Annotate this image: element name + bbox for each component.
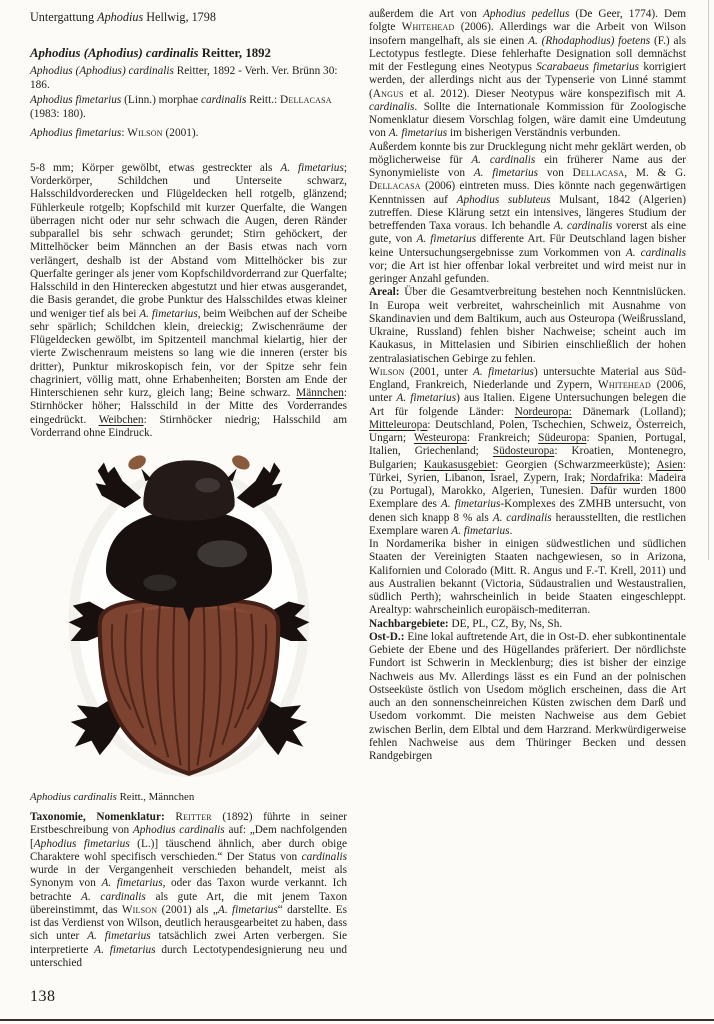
subgenus-heading: Untergattung Aphodius Hellwig, 1798 bbox=[30, 10, 216, 24]
right-column bbox=[369, 8, 686, 970]
left-column bbox=[30, 8, 347, 970]
page-number: 138 bbox=[30, 988, 56, 1005]
species-description: 5-8 mm; Körper gewölbt, etwas gestreckter als A. fimetarius; Vorderkörper, Schildchen und Unterseite schwarz, Halsschildvorderecken und Flügeldecken hell rotgelb, glänzend; Fühlerkeule rotgelb; Kopfschild mit kurzer Querfalte, die Wangen überragen nicht oder nur sehr schwach die Augen, deren Ränder subparallel bis sehr schwach gerundet; Stirn gehöckert, der Mittelhöcker beim Männchen an der Basis etwas nach vorn verlängert, deshalb ist der Abstand vom Mittelhöcker bis zur Querfalte geringer als jener vom Kopfschildvorderrand zur Querfalte; Halsschild in den Hinterecken abgestutzt und hier etwas ausgerandet, die Basis gerandet, die grobe Punktur des Halsschildes etwas kleiner und weniger tief als bei A. fimetarius, beim Weibchen auf der Scheibe sehr spärlich; Schildchen klein, dreieckig; Zwischenräume der Flügeldecken gewölbt, im Spitzenteil manchmal kielartig, hier der vierte Zwischenraum meistens so lang wie die inneren (erster bis dritter), Punktur mikroskopisch fein, vor der Spitze sehr fein chagriniert, völlig matt, ohne Erhabenheiten; Borsten am Ende der Hinterschienen sehr kurz, gleich lang; Beine schwarz. Männchen: Stirnhöcker höher; Halsschild in der Mitte des Vorderrandes eingedrückt. Weibchen: Stirnhöcker niedrig; Halsschild am Vorderrand ohne Eindruck. bbox=[30, 161, 347, 439]
paragraph-nomenclature-note: Außerdem konnte bis zur Drucklegung nicht mehr geklärt werden, ob möglicherweise für A. cardinalis ein früherer Name aus der Synonymieliste von A. fimetarius von Dellacasa, M. & G. Dellacasa (2006) eintreten muss. Dies könnte nach gegenwärtigen Kenntnissen auf Aphodius subluteus Mulsant, 1842 (Algerien) zutreffen. Diese Klärung setzt ein intensives, längeres Studium der betreffenden Taxa voraus. Ich behandle A. cardinalis vorerst als eine gute, von A. fimetarius differente Art. Für Deutschland lagen bisher keine Untersuchungsergebnisse zum Vorkommen von A. cardinalis vor; die Art ist hier offenbar lokal verbreitet und wird meist nur in geringer Anzahl gefunden. bbox=[369, 140, 687, 285]
taxonomy-paragraph: Taxonomie, Nomenklatur: Reitter (1892) führte in seiner Erstbeschreibung von Aphodius cardinalis auf: „Dem nachfolgenden [Aphodius fimetarius (L.)] täuschend ähnlich, aber durch obige Charaktere wohl specifisch verschieden.“ Der Status von cardinalis wurde in der Vergangenheit verschieden behandelt, meist als Synonym von A. fimetarius, oder das Taxon wurde verkannt. Ich betrachte A. cardinalis als gute Art, die mit jenem Taxon übereinstimmt, das Wilson (2001) als „A. fimetarius“ darstellte. Es ist das Verdienst von Wilson, deutlich herausgearbeitet zu haben, dass sich unter A. fimetarius tatsächlich zwei Arten verbergen. Sie interpretierte A. fimetarius durch Lectotypendesignierung neu und unterschied bbox=[30, 811, 347, 969]
figure-caption: Aphodius cardinalis Reitt., Männchen bbox=[30, 791, 195, 804]
species-heading: Aphodius (Aphodius) cardinalis Reitter, 1892 bbox=[30, 46, 271, 60]
beetle-pronotum bbox=[105, 510, 271, 608]
paragraph-continuation: außerdem die Art von Aphodius pedellus (De Geer, 1774). Dem folgte Whitehead (2006). Allerdings war die Arbeit von Wilson insofern mangelhaft, als sie einen A. (Rhodaphodius) foetens (F.) als Lectotypus festlegte. Diese fehlerhafte Designation soll demnächst mit der Festlegung eines Neotypus Scarabaeus fimetarius korrigiert werden, der allerdings nicht aus der Typenserie von Linné stammt (Angus et al. 2012). Dieser Neotypus wäre konspezifisch mit A. cardinalis. Sollte die Internationale Kommission für Zoologische Nomenklatur diesem Vorschlag folgen, wäre damit eine Umdeutung von A. fimetarius im bisherigen Verständnis verbunden. bbox=[369, 8, 686, 140]
paragraph-nachbargebiete: Nachbargebiete: DE, PL, CZ, By, Ns, Sh. bbox=[369, 617, 563, 630]
paragraph-areal: Areal: Über die Gesamtverbreitung bestehen noch Kenntnislücken. In Europa weit verbreitet, wahrscheinlich mit Ausnahme von Skandinavien und dem Baltikum, auch aus Osteuropa (Weißrussland, Ukraine, Russland) fehlen bisher Nachweise; scheint auch im Kaukasus, in Mittelasien und Sibirien einschließlich der hohen zentralasiatischen Gebirge zu fehlen. bbox=[369, 286, 686, 365]
beetle-head bbox=[143, 461, 234, 521]
synonymy-entry: Aphodius (Aphodius) cardinalis Reitter, 1892 - Verh. Ver. Brünn 30: 186. bbox=[30, 65, 338, 91]
page-bottom-rule bbox=[0, 1019, 714, 1021]
synonymy-entry: Aphodius fimetarius: Wilson (2001). bbox=[30, 127, 199, 140]
beetle-specimen-photo bbox=[63, 450, 315, 780]
synonymy-block bbox=[30, 65, 347, 141]
paragraph-introduced-range: In Nordamerika bisher in einigen südwestlichen und südlichen Staaten der Vereinigten Staaten nachgewiesen, so in Arizona, Kalifornien und Colorado (Mitt. R. Angus und F.-T. Krell, 2011) und aus Australien bekannt (Victoria, Südaustralien und Westaustralien, südlich Perth); wahrscheinlich in beide Staaten eingeschleppt. Arealtyp: wahrscheinlich europäisch-mediterran. bbox=[369, 538, 686, 617]
scan-edge-artifact bbox=[708, 0, 709, 560]
beetle-figure bbox=[30, 450, 347, 803]
paragraph-ost-d: Ost-D.: Eine lokal auftretende Art, die in Ost-D. eher subkontinentale Gebiete der Ebene und des Hügellandes präferiert. Der nördlichste Fundort ist Schwerin in Mecklenburg; dies ist bisher der einzige Nachweis aus Mv. Allerdings lässt es ein Fund an der polnischen Ostseeküste östlich von Usedom möglich erscheinen, dass die Art auch an den sonnenscheinreichen Küsten zwischen dem Darß und Usedom vorkommt. Die meisten Nachweise aus dem Gebiet zwischen Berlin, dem Elbtal und dem Harzrand. Merkwürdigerweise fehlen Nachweise aus dem Thüringer Becken und dessen Randgebirgen bbox=[369, 630, 686, 762]
synonymy-entry: Aphodius fimetarius (Linn.) morphae cardinalis Reitt.: Dellacasa (1983: 180). bbox=[30, 94, 332, 120]
paragraph-material: Wilson (2001, unter A. fimetarius) untersuchte Material aus Süd-England, Frankreich, Niederlande und Zypern, Whitehead (2006, unter A. fimetarius) aus Italien. Eigene Untersuchungen belegen die Art für folgende Länder: Nordeuropa: Dänemark (Lolland); Mitteleuropa: Deutschland, Polen, Tschechien, Schweiz, Österreich, Ungarn; Westeuropa: Frankreich; Südeuropa: Spanien, Portugal, Italien, Griechenland; Südosteuropa: Kroatien, Montenegro, Bulgarien; Kaukasusgebiet: Georgien (Schwarzmeerküste); Asien: Türkei, Syrien, Libanon, Israel, Zypern, Irak; Nordafrika: Madeira (zu Portugal), Marokko, Algerien, Tunesien. Dafür wurden 1800 Exemplare des A. fimetarius-Komplexes des ZMHB untersucht, von denen sich knapp 8 % als A. cardinalis herausstellten, die restlichen Exemplare waren A. fimetarius. bbox=[369, 365, 687, 537]
